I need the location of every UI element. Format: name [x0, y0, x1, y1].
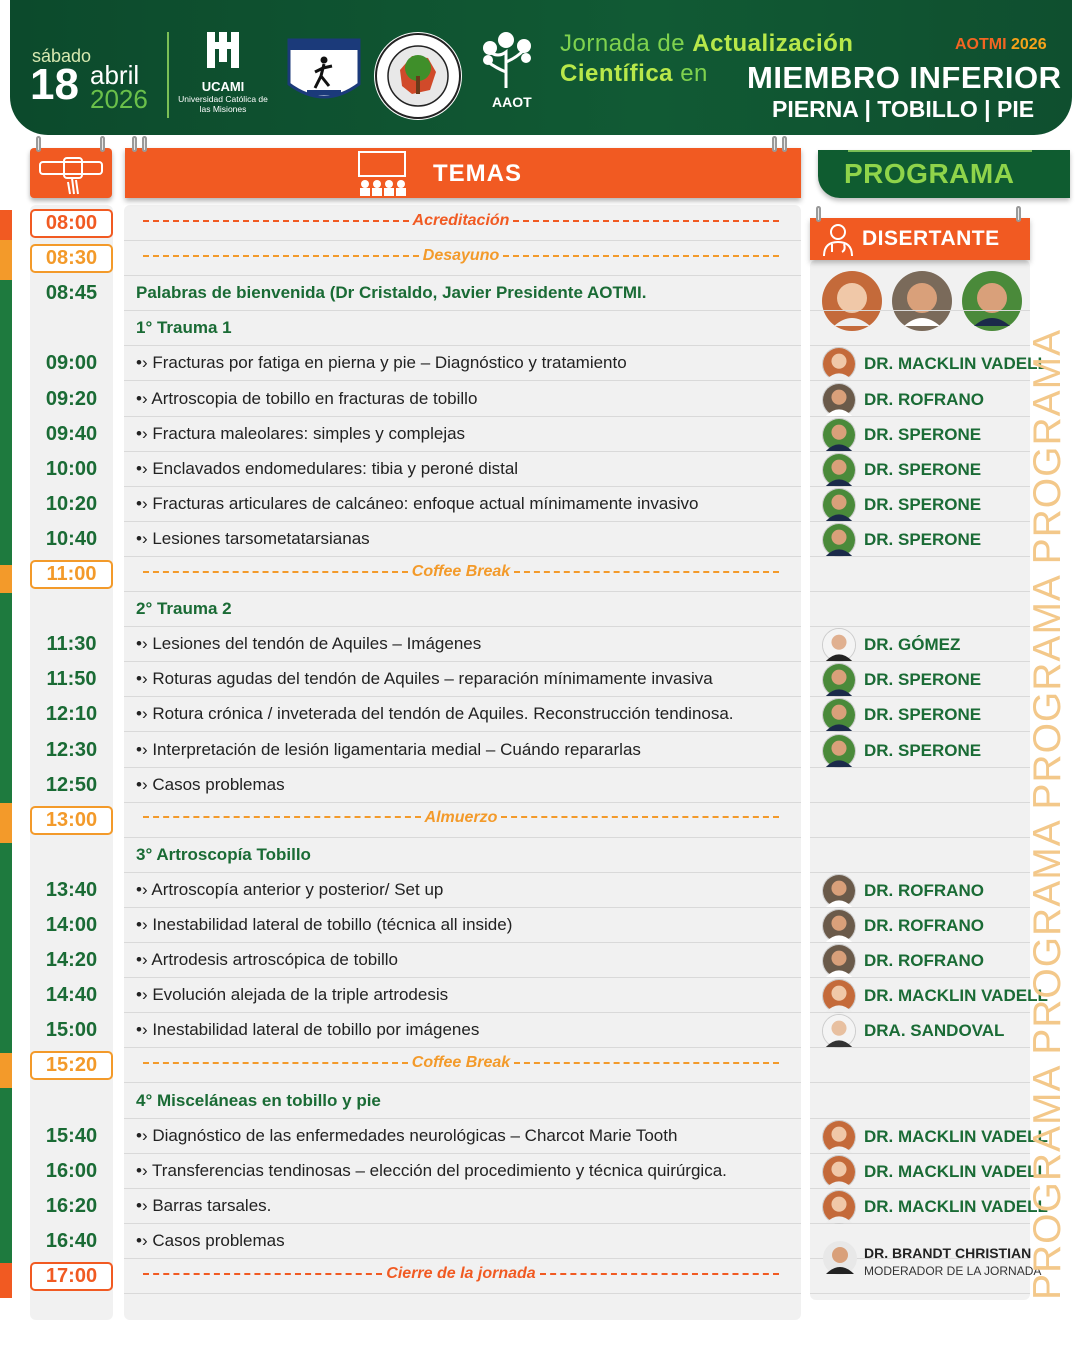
time-slot: 13:00 — [30, 806, 113, 835]
schedule-row — [0, 733, 1080, 768]
schedule-row — [0, 768, 1080, 803]
topic-text: •› Transferencias tendinosas – elección del procedimiento y técnica quirúrgica. — [136, 1160, 727, 1180]
topic-text: •› Casos problemas — [136, 774, 285, 794]
topic-text: •› Inestabilidad lateral de tobillo (técnica all inside) — [136, 915, 513, 934]
topic-text: •› Diagnóstico de las enfermedades neurológicas – Charcot Marie Tooth — [136, 1125, 678, 1145]
audience-icon — [351, 150, 415, 196]
schedule-row — [0, 1119, 1080, 1154]
topic-text: •› Enclavados endomedulares: tibia y peroné distal — [136, 458, 519, 478]
header-divider — [167, 32, 169, 118]
schedule-row — [0, 241, 1080, 276]
topic-text: •› Lesiones tarsometatarsianas — [136, 528, 370, 548]
event-title-line2 — [560, 60, 708, 88]
programa-line — [848, 150, 1032, 152]
schedule-row — [0, 557, 1080, 592]
event-title-main: MIEMBRO INFERIOR — [747, 60, 1062, 95]
schedule-row — [0, 1013, 1080, 1048]
time-slot: 09:40 — [45, 422, 98, 445]
programa-label: PROGRAMA — [844, 158, 1015, 189]
break-text: Coffee Break — [411, 1054, 511, 1072]
section-title: 1° Trauma 1 — [136, 318, 232, 338]
schedule-row — [0, 382, 1080, 417]
binder-ring — [782, 136, 787, 152]
speaker-name: DR. SPERONE — [864, 670, 982, 690]
aaot-tree-icon — [476, 28, 540, 96]
speaker-name: DR. MACKLIN VADELL — [864, 986, 1048, 1006]
schedule-row — [0, 1189, 1080, 1224]
schedule-row — [0, 908, 1080, 943]
section-title: 4° Misceláneas en tobillo y pie — [136, 1090, 381, 1110]
time-slot: 15:20 — [30, 1051, 113, 1080]
binder-ring — [772, 136, 777, 152]
break-label — [136, 563, 786, 585]
speaker-name: DR. SPERONE — [864, 705, 982, 725]
break-text: Desayuno — [422, 247, 500, 265]
time-slot: 10:00 — [45, 457, 98, 480]
speaker-avatar — [822, 1155, 856, 1189]
topic-text: •› Fracturas por fatiga en pierna y pie – Diagnóstico y tratamiento — [136, 353, 627, 373]
sociedad-logo — [285, 36, 363, 115]
schedule-row — [0, 803, 1080, 838]
schedule-row — [0, 662, 1080, 697]
speaker-avatar — [822, 418, 856, 452]
speaker-avatar — [822, 383, 856, 417]
binder-ring — [142, 136, 147, 152]
speaker-name: DR. ROFRANO — [864, 951, 984, 971]
programa-header — [818, 150, 1070, 198]
time-slot: 16:00 — [45, 1159, 98, 1182]
topic-text: •› Rotura crónica / inveterada del tendón de Aquiles. Reconstrucción tendinosa. — [136, 704, 734, 724]
date-day-name: sábado — [32, 46, 92, 66]
temas-label: TEMAS — [433, 160, 522, 187]
time-slot: 11:50 — [46, 668, 97, 691]
topic-text: •› Evolución alejada de la triple artrodesis — [136, 985, 449, 1005]
time-slot: 10:20 — [45, 492, 98, 515]
tag-year: 2026 — [1011, 36, 1047, 53]
speaker-avatar — [822, 488, 856, 522]
speaker-name: DR. SPERONE — [864, 494, 982, 514]
time-slot: 16:20 — [45, 1194, 98, 1217]
speaker-avatar — [822, 734, 856, 768]
time-slot: 08:45 — [45, 282, 98, 305]
title-line2-part-b: en — [673, 60, 708, 87]
speaker-avatar — [822, 909, 856, 943]
speaker-name: DR. MACKLIN VADELL — [864, 1196, 1048, 1216]
topic-text: •› Barras tarsales. — [136, 1195, 272, 1215]
speaker-avatar — [822, 523, 856, 557]
binder-ring — [132, 136, 137, 152]
topic-text: •› Fracturas articulares de calcáneo: enfoque actual mínimamente invasivo — [136, 493, 699, 513]
break-text: Coffee Break — [411, 563, 511, 580]
moderator-avatar — [822, 1240, 858, 1276]
schedule-row — [0, 627, 1080, 662]
time-slot: 09:00 — [45, 352, 98, 375]
break-text: Almuerzo — [424, 808, 498, 826]
speaker-name: DR. ROFRANO — [864, 880, 984, 900]
schedule-row — [0, 978, 1080, 1013]
side-watermark — [1026, 200, 1074, 1300]
schedule-row — [0, 1048, 1080, 1083]
title-line2-part-a: Científica — [560, 60, 674, 87]
speaker-name: DR. ROFRANO — [864, 916, 984, 935]
ucami-logo — [178, 28, 268, 114]
time-slot: 12:30 — [45, 738, 98, 761]
binder-ring — [36, 136, 41, 152]
section-title: 2° Trauma 2 — [136, 599, 232, 619]
date-year: 2026 — [90, 84, 148, 114]
side-watermark-text: PROGRAMA PROGRAMA PROGRAMA PROGRAMA — [1026, 328, 1069, 1300]
schedule-row — [0, 697, 1080, 732]
ucami-name: UCAMI — [201, 79, 245, 94]
speaker-name: DR. SPERONE — [864, 740, 982, 760]
time-slot — [30, 595, 113, 624]
sociedad-shield-icon — [285, 36, 363, 110]
speaker-name: DR. SPERONE — [864, 459, 982, 479]
topic-text: •› Lesiones del tendón de Aquiles – Imágenes — [136, 634, 482, 654]
schedule-row — [0, 276, 1080, 311]
speaker-name: DR. SPERONE — [864, 529, 982, 549]
time-slot — [30, 314, 113, 343]
aaot-logo — [476, 28, 540, 110]
tag-org: AOTMI — [955, 36, 1011, 53]
time-slot: 16:40 — [45, 1229, 98, 1252]
schedule-row — [0, 522, 1080, 557]
time-slot: 12:50 — [45, 773, 98, 796]
header-banner — [10, 0, 1072, 135]
clock-card — [30, 148, 112, 198]
topic-text: •› Roturas agudas del tendón de Aquiles – reparación mínimamente invasiva — [136, 669, 713, 689]
time-slot — [30, 1087, 113, 1116]
schedule-row — [0, 487, 1080, 522]
date-month: abril — [90, 60, 140, 90]
speaker-avatar — [822, 663, 856, 697]
date-day-number: 18 — [30, 60, 79, 109]
schedule-row — [0, 206, 1080, 241]
ucami-subtitle: Universidad Católica de las Misiones — [178, 94, 268, 114]
break-label — [136, 1265, 786, 1287]
schedule-row — [0, 1084, 1080, 1119]
time-slot: 11:00 — [30, 560, 113, 589]
time-slot: 14:20 — [45, 949, 98, 972]
schedule-row — [0, 417, 1080, 452]
schedule-row — [0, 943, 1080, 978]
schedule-row — [0, 592, 1080, 627]
time-slot: 10:40 — [45, 527, 98, 550]
time-slot — [30, 841, 113, 870]
watch-hand-icon — [30, 148, 112, 198]
temas-header — [125, 148, 801, 198]
aotmi-year-tag — [955, 36, 1047, 54]
aotmi-seal-icon — [372, 30, 464, 122]
time-slot: 12:10 — [45, 703, 98, 726]
topic-text: •› Artroscopia de tobillo en fracturas de tobillo — [136, 388, 478, 408]
time-slot: 11:30 — [46, 633, 97, 656]
break-label — [136, 247, 786, 269]
time-slot: 15:00 — [45, 1019, 98, 1042]
break-label — [136, 809, 786, 831]
speaker-avatar — [822, 698, 856, 732]
time-slot: 09:20 — [45, 387, 98, 410]
speaker-avatar — [822, 1014, 856, 1048]
break-text: Acreditación — [412, 212, 510, 229]
speaker-avatar — [822, 453, 856, 487]
disertante-label: DISERTANTE — [862, 227, 1000, 250]
schedule-row — [0, 311, 1080, 346]
time-slot: 14:00 — [45, 914, 98, 936]
time-slot: 14:40 — [45, 984, 98, 1007]
speaker-avatar — [822, 979, 856, 1013]
ucami-emblem-icon — [201, 28, 245, 72]
time-slot: 13:40 — [45, 878, 98, 901]
time-slot: 08:00 — [30, 209, 113, 238]
speaker-name: DR. GÓMEZ — [864, 635, 961, 655]
event-subtitle: PIERNA | TOBILLO | PIE — [772, 96, 1035, 122]
event-title-line1 — [560, 30, 853, 58]
speaker-name: DR. SPERONE — [864, 424, 982, 444]
schedule-row — [0, 838, 1080, 873]
time-slot: 15:40 — [45, 1124, 98, 1147]
topic-text: •› Artrodesis artroscópica de tobillo — [136, 950, 399, 970]
speaker-avatar — [822, 1120, 856, 1154]
title-line1-part-a: Jornada de — [560, 30, 693, 57]
moderator-role: MODERADOR DE LA JORNADA — [864, 1264, 1042, 1278]
time-slot: 17:00 — [30, 1262, 113, 1291]
break-label — [136, 212, 786, 234]
speaker-name: DR. MACKLIN VADELL — [864, 1161, 1048, 1181]
break-text: Cierre de la jornada — [386, 1265, 536, 1282]
topic-text: •› Inestabilidad lateral de tobillo por imágenes — [136, 1020, 480, 1040]
row-divider — [124, 1293, 801, 1294]
speaker-avatar — [822, 628, 856, 662]
aaot-label: AAOT — [492, 94, 532, 110]
moderator-name: DR. BRANDT CHRISTIAN — [864, 1245, 1032, 1261]
schedule-row — [0, 452, 1080, 487]
row-divider — [810, 1293, 1030, 1294]
section-title: 3° Artroscopía Tobillo — [136, 844, 311, 864]
speaker-name: DR. ROFRANO — [864, 389, 984, 409]
schedule-row — [0, 1154, 1080, 1189]
speaker-avatar — [822, 1190, 856, 1224]
topic-text: •› Interpretación de lesión ligamentaria medial – Cuándo repararlas — [136, 739, 641, 759]
topic-text: •› Fractura maleolares: simples y complejas — [136, 423, 466, 443]
topic-text: •› Artroscopía anterior y posterior/ Set up — [136, 879, 444, 899]
break-label — [136, 1054, 786, 1076]
binder-ring — [100, 136, 105, 152]
title-line1-part-b: Actualización — [692, 30, 854, 57]
schedule-row — [0, 873, 1080, 908]
schedule-row — [0, 346, 1080, 381]
speaker-name: DR. MACKLIN VADELL — [864, 354, 1048, 374]
speaker-name: DR. MACKLIN VADELL — [864, 1126, 1048, 1146]
speaker-avatar — [822, 874, 856, 908]
time-slot: 08:30 — [30, 244, 113, 273]
topic-text: •› Casos problemas — [136, 1230, 285, 1250]
speaker-name: DRA. SANDOVAL — [864, 1021, 1005, 1041]
aotmi-logo — [372, 30, 464, 127]
speaker-avatar — [822, 944, 856, 978]
topic-text: Palabras de bienvenida (Dr Cristaldo, Javier Presidente AOTMI. — [136, 283, 647, 303]
speaker-avatar — [822, 347, 856, 381]
moderator — [822, 1240, 1042, 1281]
